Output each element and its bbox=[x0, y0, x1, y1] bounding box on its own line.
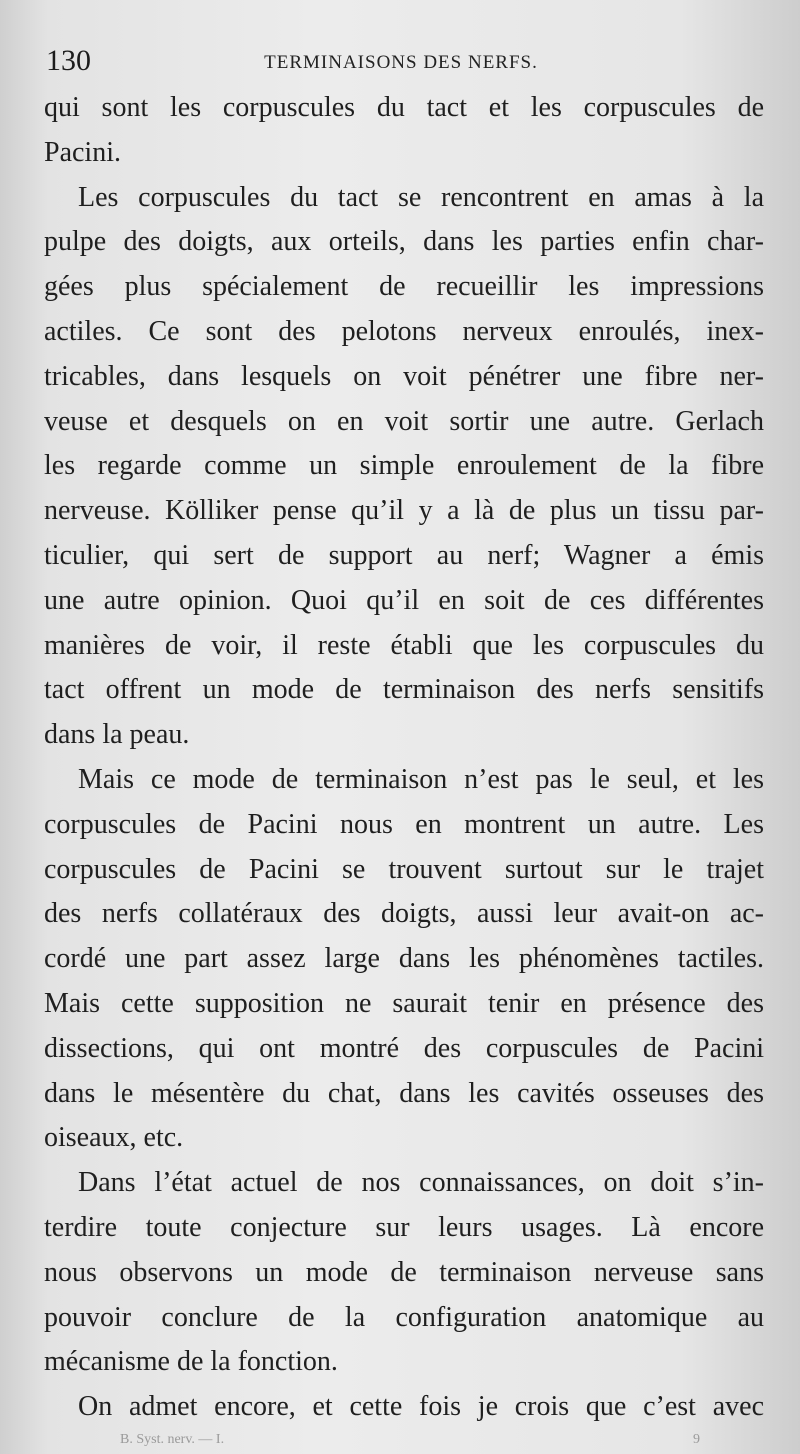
text-line: Mais cette supposition ne saurait tenir en présence des bbox=[44, 987, 764, 1019]
text-line: terdire toute conjecture sur leurs usages. Là encore bbox=[44, 1211, 764, 1243]
text-line: Pacini. bbox=[44, 136, 121, 168]
text-line: mécanisme de la fonction. bbox=[44, 1346, 338, 1378]
text-line: gées plus spécialement de recueillir les impressions bbox=[44, 271, 764, 303]
text-line: qui sont les corpuscules du tact et les corpuscules de bbox=[44, 92, 764, 123]
text-line: ticulier, qui sert de support au nerf; Wagner a émis bbox=[44, 539, 764, 571]
text-line: une autre opinion. Quoi qu’il en soit de ces différentes bbox=[44, 584, 764, 616]
page-number: 130 bbox=[46, 44, 91, 77]
text-line: pouvoir conclure de la configuration anatomique au bbox=[44, 1301, 764, 1333]
text-line: dans la peau. bbox=[44, 719, 190, 751]
text-line: oiseaux, etc. bbox=[44, 1122, 184, 1154]
text-line: tact offrent un mode de terminaison des nerfs sensitifs bbox=[44, 674, 764, 706]
text-line: cordé une part assez large dans les phénomènes tactiles. bbox=[44, 943, 764, 975]
body-text bbox=[44, 86, 764, 1430]
running-head bbox=[46, 44, 756, 78]
text-line: nerveuse. Kölliker pense qu’il y a là de plus un tissu par- bbox=[44, 495, 764, 527]
text-line: pulpe des doigts, aux orteils, dans les parties enfin char- bbox=[44, 226, 764, 258]
text-line: dans le mésentère du chat, dans les cavités osseuses des bbox=[44, 1077, 764, 1109]
text-line: corpuscules de Pacini nous en montrent un autre. Les bbox=[44, 808, 764, 840]
text-line: actiles. Ce sont des pelotons nerveux enroulés, inex- bbox=[44, 315, 764, 347]
signature-left: B. Syst. nerv. — I. bbox=[120, 1432, 225, 1447]
text-line: Les corpuscules du tact se rencontrent en amas à la bbox=[78, 181, 764, 213]
signature-right: 9 bbox=[693, 1432, 700, 1447]
text-line: dissections, qui ont montré des corpuscules de Pacini bbox=[44, 1032, 764, 1064]
text-line: On admet encore, et cette fois je crois que c’est avec bbox=[78, 1391, 764, 1423]
text-line: des nerfs collatéraux des doigts, aussi leur avait-on ac- bbox=[44, 898, 764, 930]
text-line: Dans l’état actuel de nos connaissances, on doit s’in- bbox=[78, 1167, 764, 1199]
text-line: manières de voir, il reste établi que les corpuscules du bbox=[44, 629, 764, 661]
running-title: TERMINAISONS DES NERFS. bbox=[264, 52, 538, 73]
text-line: Mais ce mode de terminaison n’est pas le seul, et les bbox=[78, 763, 764, 795]
text-line: nous observons un mode de terminaison nerveuse sans bbox=[44, 1256, 764, 1288]
text-line: veuse et desquels on en voit sortir une autre. Gerlach bbox=[44, 405, 764, 437]
text-line: les regarde comme un simple enroulement de la fibre bbox=[44, 450, 764, 482]
text-line: corpuscules de Pacini se trouvent surtout sur le trajet bbox=[44, 853, 764, 885]
text-line: tricables, dans lesquels on voit pénétrer une fibre ner- bbox=[44, 360, 764, 392]
